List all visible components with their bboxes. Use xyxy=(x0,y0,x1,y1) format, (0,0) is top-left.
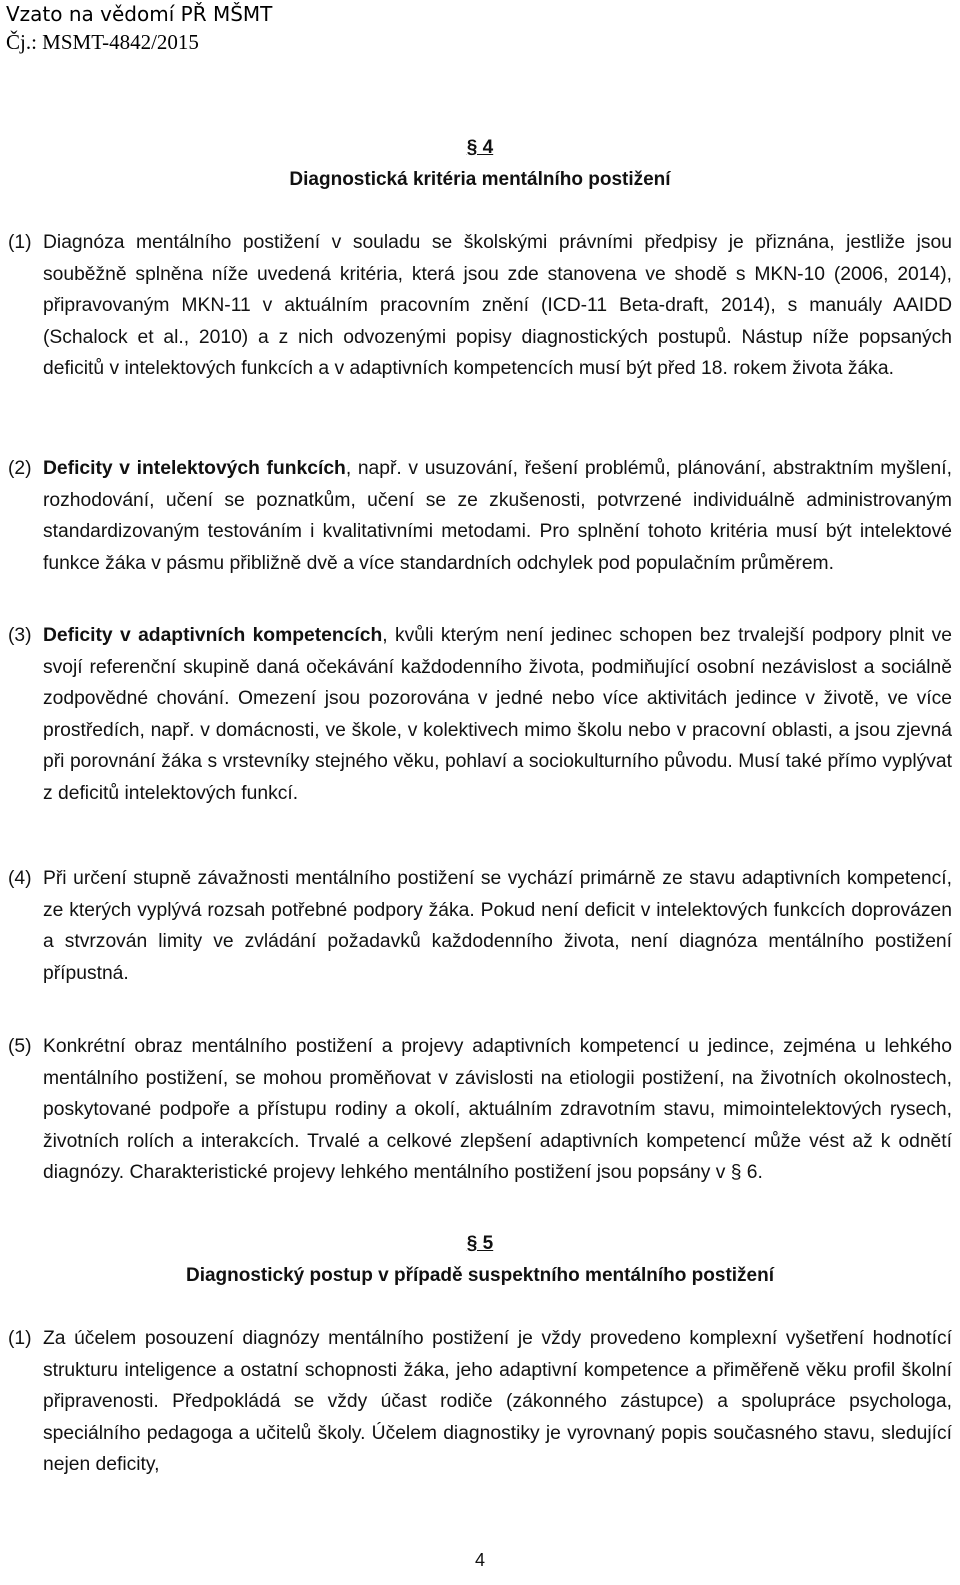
section-4-paragraph-2 xyxy=(8,453,952,579)
paragraph-text: Při určení stupně závažnosti mentálního postižení se vychází primárně ze stavu adaptivních kompetencí, ze kterých vyplývá rozsah potřebné podpory žáka. Pokud není deficit v intelektových funkcích doprovázen a stvrzován limity ve zvládání požadavků každodenního života, není diagnóza mentálního postižení přípustná. xyxy=(43,868,952,984)
section-4-paragraph-3 xyxy=(8,620,952,809)
paragraph-text: Diagnóza mentálního postižení v souladu se školskými právními předpisy je přiznána, jestliže jsou souběžně splněna níže uvedená kritéria, která jsou zde stanovena ve shodě s MKN-10 (2006, 2014), připravovaným MKN-11 v aktuálním pracovním znění (ICD-11 Beta-draft, 2014), s manuály AAIDD (Schalock et al., 2010) a z nich odvozenými popisy diagnostických postupů. Nástup níže popsaných deficitů v intelektových funkcích a v adaptivních kompetencích musí být před 18. rokem života žáka. xyxy=(43,232,952,379)
section-4-paragraph-4 xyxy=(8,863,952,989)
paragraph-text: Za účelem posouzení diagnózy mentálního postižení je vždy provedeno komplexní vyšetření hodnotící strukturu inteligence a ostatní schopnosti žáka, jeho adaptivní kompetence a přiměřeně věku profil školní připravenosti. Předpokládá se vždy účast rodiče (zákonného zástupce) a spolupráce psychologa, speciálního pedagoga a učitelů školy. Účelem diagnostiky je vyrovnaný popis současného stavu, sledující nejen deficity, xyxy=(43,1328,952,1475)
paragraph-number: (4) xyxy=(8,868,32,889)
paragraph-number: (2) xyxy=(8,458,32,479)
paragraph-text: , např. v usuzování, řešení problémů, plánování, abstraktním myšlení, rozhodování, učení se poznatkům, učení se ze zkušenosti, potvrzené individuálně administrovaným standardizovaným testováním i kvalitativními metodami. Pro splnění tohoto kritéria musí být intelektové funkce žáka v pásmu přibližně dvě a více standardních odchylek pod populačním průměrem. xyxy=(43,458,952,574)
paragraph-number: (3) xyxy=(8,625,32,646)
section-4-title: Diagnostická kritéria mentálního postižení xyxy=(289,169,671,190)
page-number: 4 xyxy=(474,1550,485,1570)
paragraph-number: (1) xyxy=(8,232,32,253)
section-5-number: § 5 xyxy=(466,1233,494,1254)
paragraph-number: (5) xyxy=(8,1036,32,1057)
paragraph-text: , kvůli kterým není jedinec schopen bez trvalejší podpory plnit ve svojí referenční skupině daná očekávání každodenního života, podmiňující osobní nezávislost a sociálně zodpovědné chování. Omezení jsou pozorována v jedné nebo více aktivitách jedince v životě, ve více prostředích, např. v domácnosti, ve škole, v kolektivech mimo školu nebo v pracovní oblasti, a jsou zjevná při porovnání žáka s vrstevníky stejného věku, pohlaví a sociokulturního původu. Musí také přímo vyplývat z deficitů intelektových funkcí. xyxy=(43,625,952,804)
section-5-paragraph-1 xyxy=(8,1323,952,1481)
header-reference-number: Čj.: MSMT-4842/2015 xyxy=(6,30,199,54)
paragraph-number: (1) xyxy=(8,1328,32,1349)
section-4-paragraph-5 xyxy=(8,1031,952,1189)
section-5-title: Diagnostický postup v případě suspektního mentálního postižení xyxy=(185,1265,775,1286)
header-approval-note: Vzato na vědomí PŘ MŠMT xyxy=(6,2,273,26)
section-4-paragraph-1 xyxy=(8,227,952,385)
paragraph-bold-term: Deficity v adaptivních kompetencích xyxy=(43,625,383,646)
section-4-number: § 4 xyxy=(466,137,494,158)
paragraph-bold-term: Deficity v intelektových funkcích xyxy=(43,458,346,479)
paragraph-text: Konkrétní obraz mentálního postižení a projevy adaptivních kompetencí u jedince, zejména u lehkého mentálního postižení, se mohou proměňovat v závislosti na etiologii postižení, na životních okolnostech, poskytované podpoře a přístupu rodiny a okolí, aktuálním zdravotním stavu, mimointelektových rysech, životních rolích a interakcích. Trvalé a celkové zlepšení adaptivních kompetencí může vést až k odnětí diagnózy. Charakteristické projevy lehkého mentálního postižení jsou popsány v § 6. xyxy=(43,1036,952,1183)
